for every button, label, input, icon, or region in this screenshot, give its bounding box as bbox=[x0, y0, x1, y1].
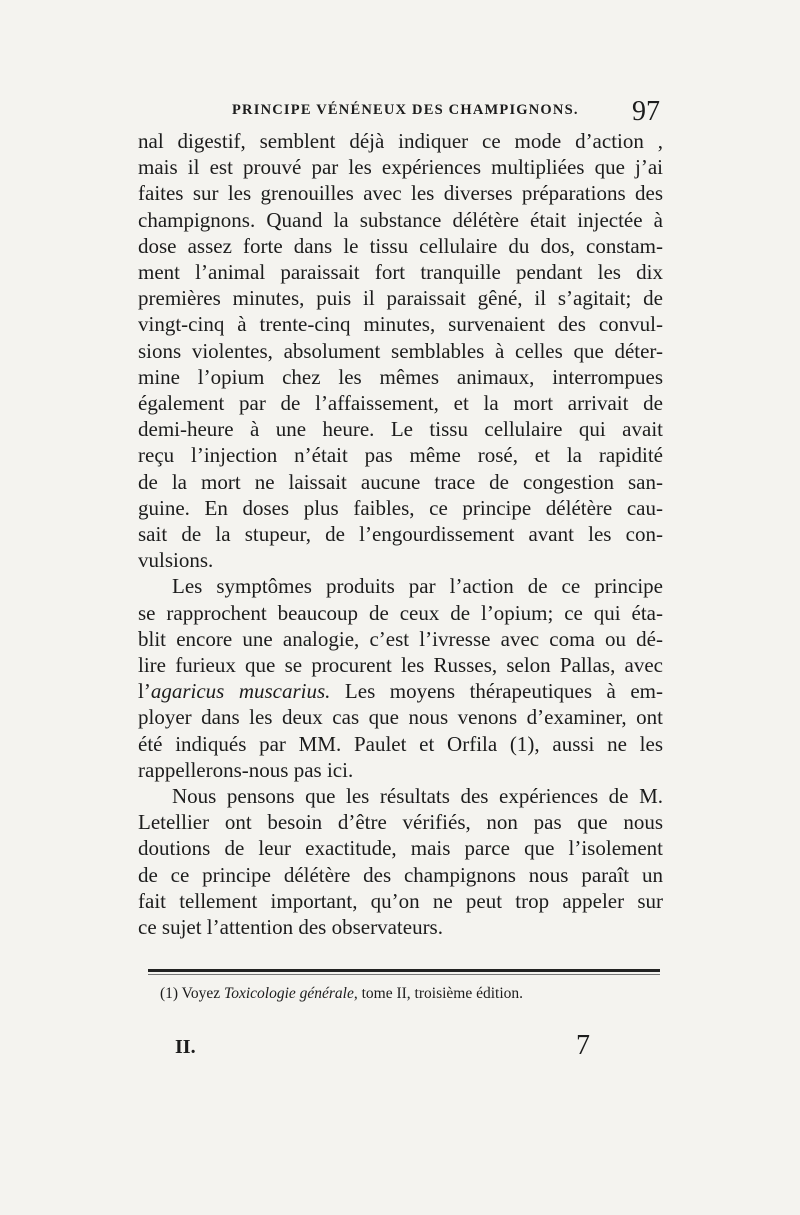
text-line-content: Nous pensons que les résultats des expériences de M. bbox=[172, 784, 663, 809]
running-head bbox=[140, 96, 660, 126]
text-line bbox=[138, 731, 663, 757]
text-line-content: Letellier ont besoin d’être vérifiés, non pas que nous bbox=[138, 810, 663, 835]
text-line-content: se rapprochent beaucoup de ceux de l’opium; ce qui éta- bbox=[138, 600, 663, 625]
text-line-content: ce sujet l’attention des observateurs. bbox=[138, 915, 443, 940]
page-number: 97 bbox=[632, 96, 660, 127]
text-line-content: mais il est prouvé par les expériences multipliées que j’ai bbox=[138, 155, 663, 180]
text-line bbox=[138, 442, 663, 468]
text-line-content-end: Les moyens thérapeutiques à em- bbox=[330, 679, 663, 704]
text-line bbox=[138, 128, 663, 154]
text-line bbox=[138, 888, 663, 914]
text-line-content: rappellerons-nous pas ici. bbox=[138, 757, 354, 782]
text-line bbox=[138, 809, 663, 835]
text-line bbox=[138, 259, 663, 285]
text-line bbox=[138, 416, 663, 442]
footnote bbox=[160, 985, 660, 1003]
running-title: PRINCIPE VÉNÉNEUX DES CHAMPIGNONS. bbox=[232, 102, 579, 118]
text-line-content: fait tellement important, qu’on ne peut trop appeler sur bbox=[138, 888, 663, 913]
footnote-rule bbox=[148, 969, 660, 972]
text-line bbox=[138, 783, 663, 809]
text-line-content: sait de la stupeur, de l’engourdissement avant les con- bbox=[138, 522, 663, 547]
text-line bbox=[138, 678, 663, 704]
text-line-content: lire furieux que se procurent les Russes, selon Pallas, avec bbox=[138, 653, 663, 678]
italic-term: agaricus muscarius. bbox=[150, 679, 331, 704]
text-line bbox=[138, 914, 663, 940]
text-line bbox=[138, 180, 663, 206]
text-line-content: l’ bbox=[138, 679, 151, 704]
text-line bbox=[138, 285, 663, 311]
footnote-text: (1) Voyez bbox=[160, 985, 224, 1002]
text-line-content: blit encore une analogie, c’est l’ivresse avec coma ou dé- bbox=[138, 626, 663, 651]
text-line bbox=[138, 547, 663, 573]
text-line-content: guine. En doses plus faibles, ce principe délétère cau- bbox=[138, 495, 663, 520]
text-line-content: dose assez forte dans le tissu cellulaire du dos, constam- bbox=[138, 233, 663, 258]
text-line bbox=[138, 338, 663, 364]
text-line-content: vingt-cinq à trente-cinq minutes, survenaient des convul- bbox=[138, 312, 663, 337]
footnote-book-title: Toxicologie générale bbox=[224, 985, 354, 1002]
text-line-content: également par de l’affaissement, et la mort arrivait de bbox=[138, 391, 663, 416]
text-line bbox=[138, 207, 663, 233]
text-line-content: été indiqués par MM. Paulet et Orfila (1), aussi ne les bbox=[138, 731, 663, 756]
text-line bbox=[138, 626, 663, 652]
text-line bbox=[138, 652, 663, 678]
footnote-text-end: , tome II, troisième édition. bbox=[353, 985, 524, 1002]
signature-mark: II. bbox=[175, 1036, 196, 1058]
text-line-content: vulsions. bbox=[138, 548, 214, 573]
text-line-content: Les symptômes produits par l’action de ce principe bbox=[172, 574, 663, 599]
text-line-content: mine l’opium chez les mêmes animaux, interrompues bbox=[138, 364, 663, 389]
text-line-content: sions violentes, absolument semblables à celles que déter- bbox=[138, 338, 663, 363]
signature-number: 7 bbox=[576, 1030, 590, 1061]
text-line bbox=[138, 233, 663, 259]
text-line bbox=[138, 311, 663, 337]
text-line-content: de la mort ne laissait aucune trace de congestion san- bbox=[138, 469, 663, 494]
text-line-content: doutions de leur exactitude, mais parce que l’isolement bbox=[138, 836, 663, 861]
text-line bbox=[138, 600, 663, 626]
text-line bbox=[138, 704, 663, 730]
text-line-content: reçu l’injection n’était pas même rosé, et la rapidité bbox=[138, 443, 663, 468]
text-line bbox=[138, 757, 663, 783]
text-line-content: champignons. Quand la substance délétère était injectée à bbox=[138, 207, 663, 232]
text-line bbox=[138, 154, 663, 180]
text-line bbox=[138, 835, 663, 861]
text-line-content: de ce principe délétère des champignons nous paraît un bbox=[138, 862, 663, 887]
text-line bbox=[138, 521, 663, 547]
text-line-content: faites sur les grenouilles avec les diverses préparations des bbox=[138, 181, 663, 206]
text-line-content: ployer dans les deux cas que nous venons d’examiner, ont bbox=[138, 705, 663, 730]
text-line bbox=[138, 573, 663, 599]
text-line bbox=[138, 364, 663, 390]
text-line bbox=[138, 469, 663, 495]
text-line bbox=[138, 390, 663, 416]
text-line-content: ment l’animal paraissait fort tranquille pendant les dix bbox=[138, 260, 663, 285]
text-line bbox=[138, 495, 663, 521]
text-line bbox=[138, 862, 663, 888]
text-line-content: nal digestif, semblent déjà indiquer ce mode d’action , bbox=[138, 129, 663, 153]
body-text bbox=[138, 128, 663, 940]
text-line-content: demi-heure à une heure. Le tissu cellulaire qui avait bbox=[138, 417, 663, 442]
text-line-content: premières minutes, puis il paraissait gêné, il s’agitait; de bbox=[138, 286, 663, 311]
